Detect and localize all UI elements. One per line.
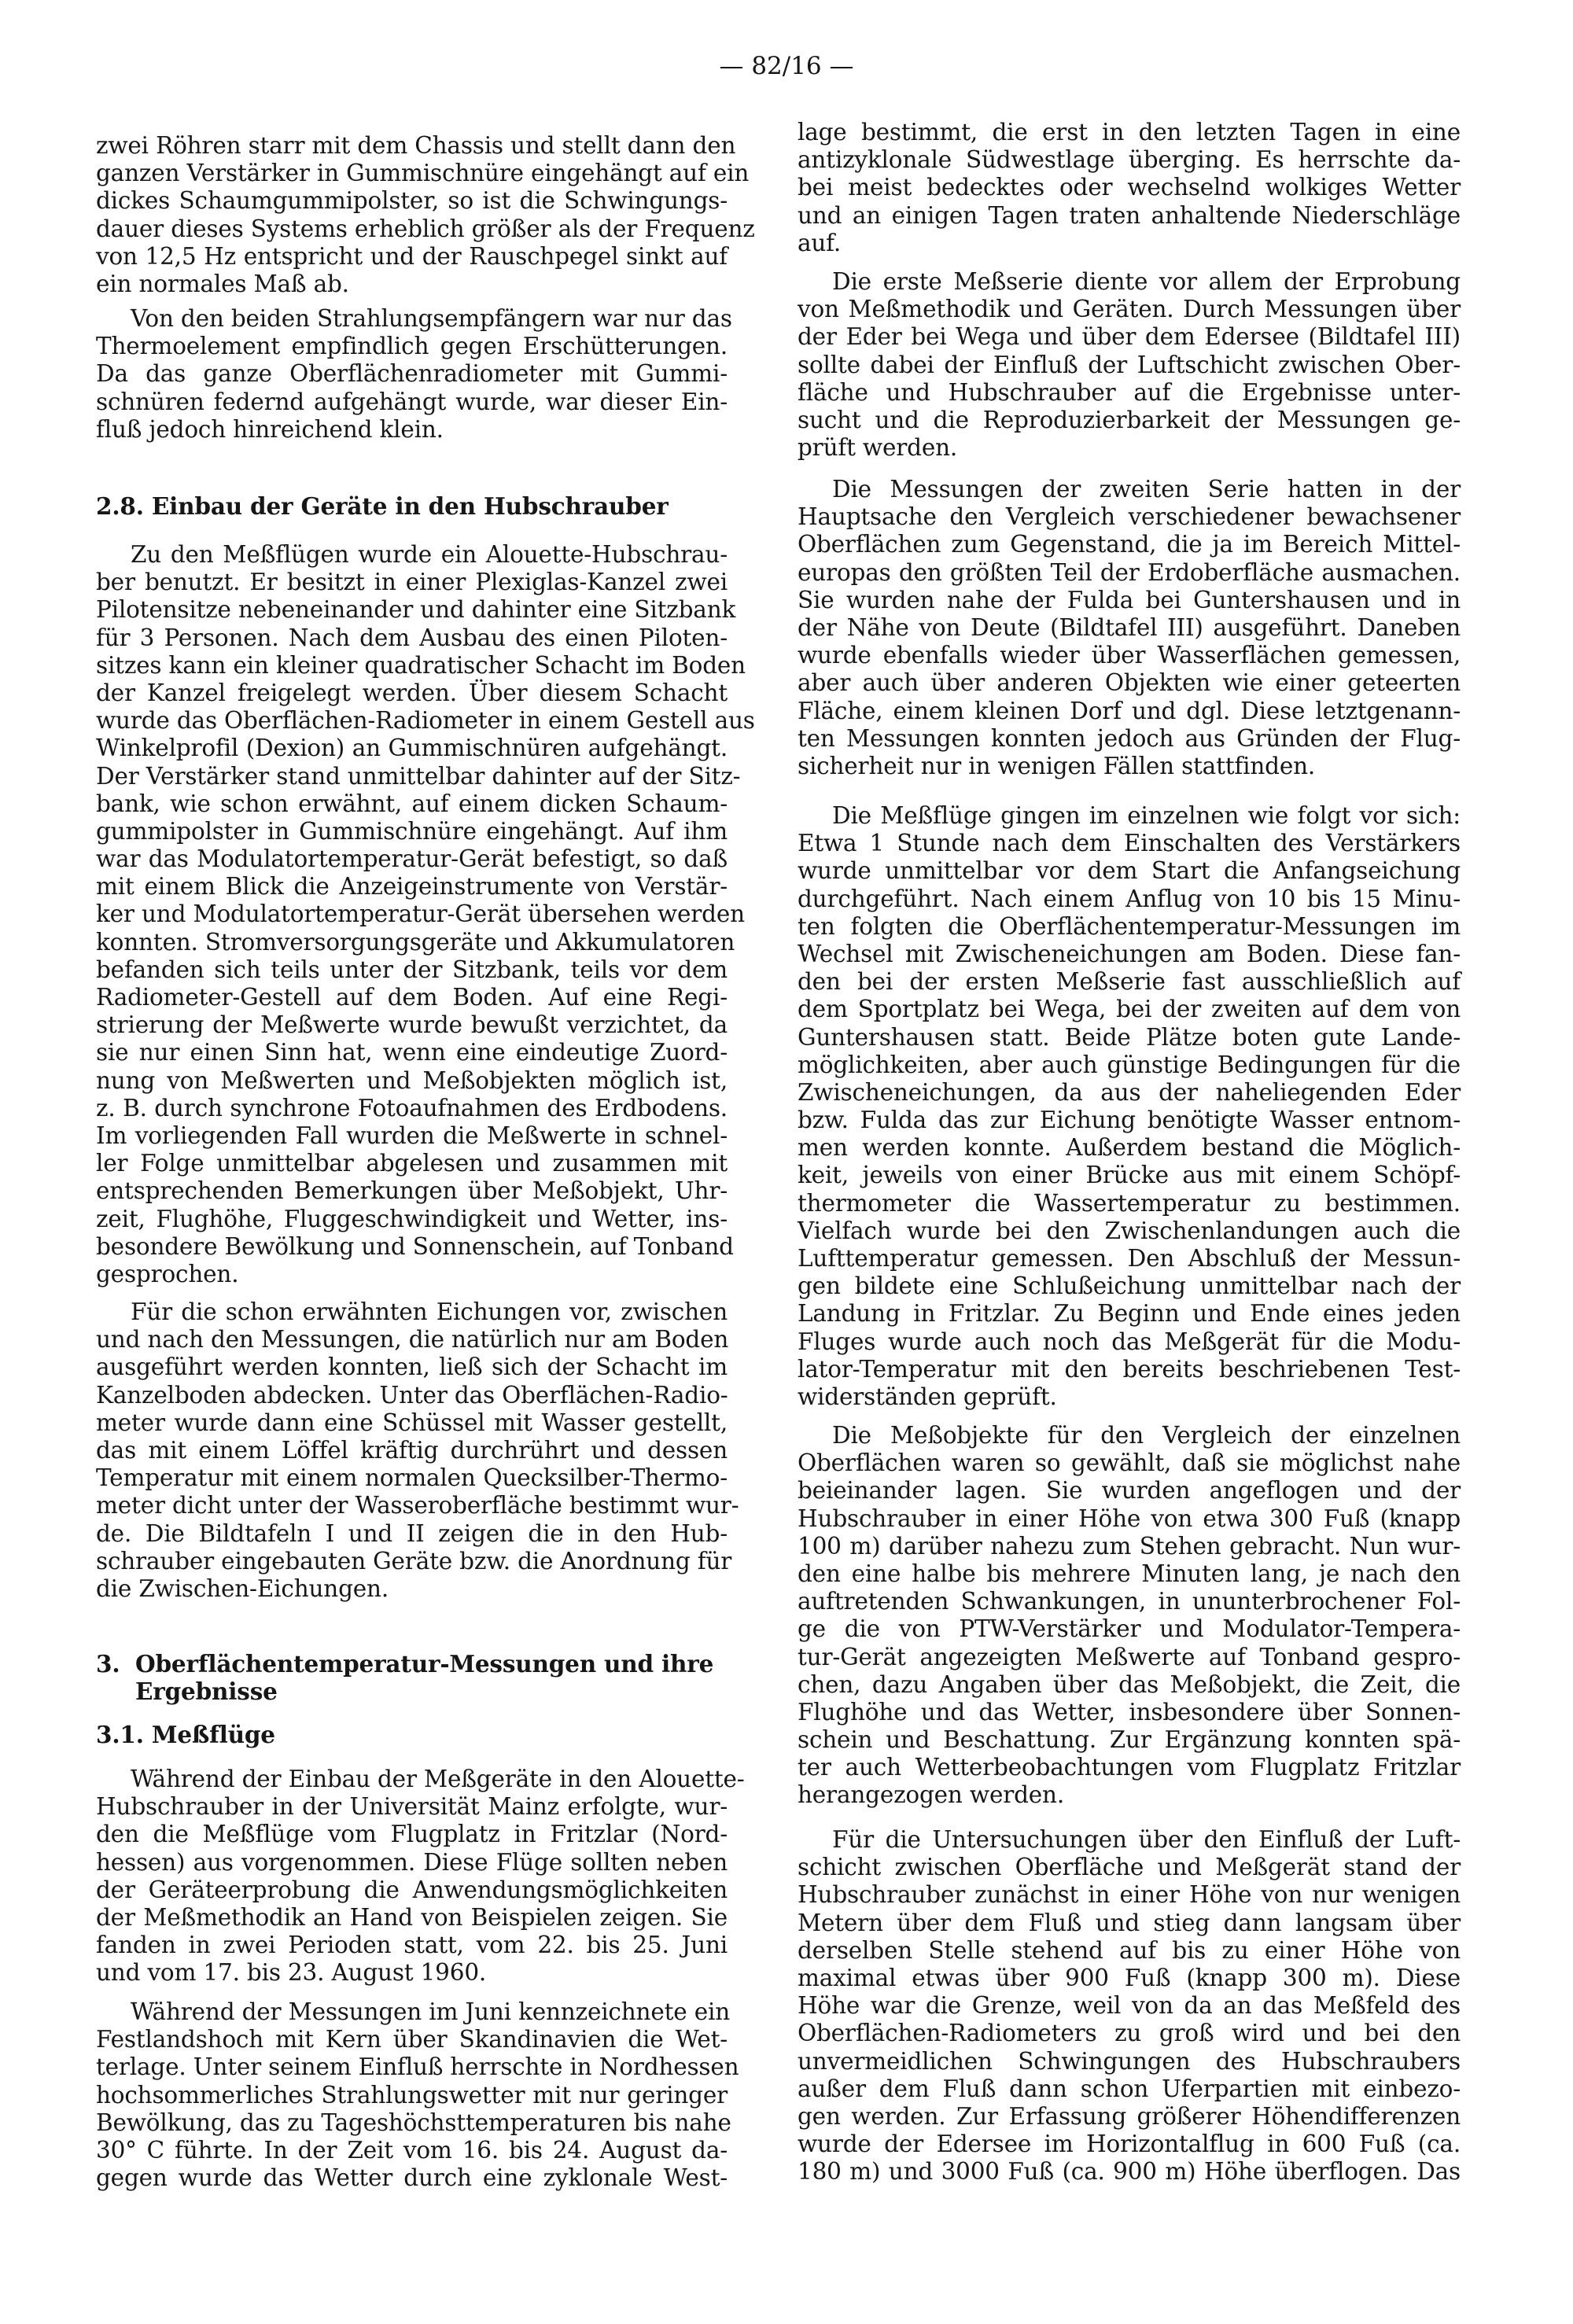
text-line: Lufttemperatur gemessen. Den Abschluß der Messun-	[798, 1245, 1461, 1272]
text-line: ler Folge unmittelbar abgelesen und zusammen mit	[96, 1150, 728, 1177]
text-line: Metern über dem Fluß und stieg dann langsam über	[798, 1909, 1461, 1936]
text-line: von Meßmethodik und Geräten. Durch Messungen über	[798, 296, 1461, 323]
text-line: gegen wurde das Wetter durch eine zyklonale West-	[96, 2164, 728, 2192]
text-line: außer dem Fluß dann schon Uferpartien mit einbezo-	[798, 2075, 1461, 2102]
text-line: Da das ganze Oberflächenradiometer mit Gummi-	[96, 360, 728, 388]
text-line: prüft werden.	[798, 434, 958, 462]
text-line: Im vorliegenden Fall wurden die Meßwerte in schnel-	[96, 1121, 728, 1149]
text-line: gummipolster in Gummischnüre eingehängt. Auf ihm	[96, 817, 728, 845]
text-line: dem Sportplatz bei Wega, bei der zweiten auf dem von	[798, 996, 1461, 1023]
text-line: Ergebnisse	[135, 1678, 278, 1706]
text-line: durchgeführt. Nach einem Anflug von 10 bis 15 Minu-	[798, 885, 1461, 912]
text-line: Die Meßflüge gingen im einzelnen wie folgt vor sich:	[832, 802, 1461, 829]
text-line: und an einigen Tagen traten anhaltende Niederschläge	[798, 201, 1461, 229]
paragraph	[798, 1422, 1461, 1810]
text-line: von 12,5 Hz entspricht und der Rauschpegel sinkt auf	[96, 242, 728, 270]
text-line: Zu den Meßflügen wurde ein Alouette-Hubschrau-	[131, 541, 728, 568]
text-line: de. Die Bildtafeln I und II zeigen die in den Hub-	[96, 1519, 728, 1547]
text-line: dickes Schaumgummipolster, so ist die Schwingungs-	[96, 187, 728, 215]
text-line: Oberflächen zum Gegenstand, die ja im Bereich Mittel-	[798, 531, 1461, 558]
paragraph	[96, 132, 755, 298]
text-line: wurde das Oberflächen-Radiometer in einem Gestell aus	[96, 707, 755, 735]
text-line: ter auch Wetterbeobachtungen vom Flugplatz Fritzlar	[798, 1754, 1461, 1781]
text-line: Während der Einbau der Meßgeräte in den Alouette-	[131, 1766, 745, 1792]
paragraph	[798, 268, 1461, 462]
text-line: den die Meßflüge vom Flugplatz in Fritzlar (Nord-	[96, 1821, 728, 1848]
text-line: Fläche, einem kleinen Dorf und dgl. Diese letztgenann-	[798, 697, 1461, 724]
section-heading	[96, 1721, 728, 1748]
text-line: Pilotensitze nebeneinander und dahinter eine Sitzbank	[96, 596, 736, 624]
text-line: men werden konnte. Außerdem bestand die Möglich-	[798, 1134, 1461, 1162]
text-line: den bei der ersten Meßserie fast ausschließlich auf	[798, 968, 1461, 996]
text-line: sollte dabei der Einfluß der Luftschicht zwischen Ober-	[798, 351, 1461, 378]
text-line: befanden sich teils unter der Sitzbank, teils vor dem	[96, 956, 728, 983]
text-line: schicht zwischen Oberfläche und Meßgerät stand der	[798, 1854, 1461, 1881]
text-line: Hauptsache den Vergleich verschiedener bewachsener	[798, 503, 1461, 531]
text-line: wurde der Edersee im Horizontalflug in 600 Fuß (ca.	[798, 2131, 1461, 2158]
text-line: Für die Untersuchungen über den Einfluß der Luft-	[832, 1826, 1461, 1853]
text-line: widerständen geprüft.	[798, 1383, 1057, 1410]
text-line: lage bestimmt, die erst in den letzten Tagen in eine	[798, 119, 1461, 145]
text-line: 2.8. Einbau der Geräte in den Hubschrauber	[96, 492, 669, 520]
text-line: Winkelprofil (Dexion) an Gummischnüren aufgehängt.	[96, 735, 728, 762]
text-line: der Eder bei Wega und über dem Edersee (Bildtafel III)	[798, 323, 1461, 351]
text-line: war das Modulatortemperatur-Gerät befestigt, so daß	[96, 845, 728, 873]
text-line: lator-Temperatur mit den bereits beschriebenen Test-	[798, 1355, 1461, 1383]
text-line: Bewölkung, das zu Tageshöchsttemperaturen bis nahe	[96, 2109, 731, 2136]
text-line: meter wurde dann eine Schüssel mit Wasser gestellt,	[96, 1409, 728, 1436]
paragraph	[798, 1826, 1461, 2186]
text-line: ber benutzt. Er besitzt in einer Plexiglas-Kanzel zwei	[96, 569, 728, 596]
text-line: ge die von PTW-Verstärker und Modulator-Tempera-	[798, 1615, 1461, 1643]
text-line: Thermoelement empfindlich gegen Erschütterungen.	[96, 333, 728, 360]
text-line: der Nähe von Deute (Bildtafel III) ausgeführt. Daneben	[798, 613, 1461, 641]
text-line: konnten. Stromversorgungsgeräte und Akkumulatoren	[96, 928, 735, 956]
text-line: zwei Röhren starr mit dem Chassis und stellt dann den	[96, 132, 736, 159]
text-line: Hubschrauber in der Universität Mainz erfolgte, wur-	[96, 1793, 728, 1821]
text-line: auf.	[798, 229, 842, 256]
text-line: der Kanzel freigelegt werden. Über diesem Schacht	[96, 679, 728, 706]
text-line: Während der Messungen im Juni kennzeichnete ein	[131, 1998, 730, 2025]
text-line: herangezogen werden.	[798, 1781, 1065, 1809]
text-line: sitzes kann ein kleiner quadratischer Schacht im Boden	[96, 651, 746, 679]
text-line: aber auch über anderen Objekten wie einer geteerten	[798, 669, 1461, 697]
text-line: Wechsel mit Zwischeneichungen am Boden. Diese fan-	[798, 940, 1461, 967]
text-line: sicherheit nur in wenigen Fällen stattfinden.	[798, 752, 1316, 779]
text-line: schein und Beschattung. Zur Ergänzung konnten spä-	[798, 1726, 1461, 1754]
section-number: 3.	[96, 1650, 120, 1678]
text-line: zeit, Flughöhe, Fluggeschwindigkeit und Wetter, ins-	[96, 1205, 728, 1232]
text-line: Fluges wurde auch noch das Meßgerät für die Modu-	[798, 1328, 1461, 1355]
text-line: ein normales Maß ab.	[96, 270, 349, 297]
text-line: bank, wie schon erwähnt, auf einem dicken Schaum-	[96, 790, 728, 817]
text-line: Der Verstärker stand unmittelbar dahinter auf der Sitz-	[96, 762, 741, 790]
text-line: ker und Modulatortemperatur-Gerät übersehen werden	[96, 901, 745, 928]
text-line: maximal etwas über 900 Fuß (knapp 300 m). Diese	[798, 1964, 1461, 1991]
text-line: antizyklonale Südwestlage überging. Es herrschte da-	[798, 146, 1461, 174]
text-line: hochsommerliches Strahlungswetter mit nur geringer	[96, 2081, 728, 2109]
text-line: dauer dieses Systems erheblich größer als der Frequenz	[96, 215, 755, 242]
text-line: der Meßmethodik an Hand von Beispielen zeigen. Sie	[96, 1903, 728, 1931]
section-heading	[96, 1650, 728, 1705]
text-line: Höhe war die Grenze, weil von da an das Meßfeld des	[798, 1992, 1461, 2020]
paragraph	[798, 476, 1461, 780]
text-line: das mit einem Löffel kräftig durchrührt und dessen	[96, 1436, 728, 1464]
page-number: — 82/16 —	[719, 52, 854, 80]
section-heading	[96, 492, 728, 520]
text-line: bzw. Fulda das zur Eichung benötigte Wasser entnom-	[798, 1107, 1461, 1134]
text-line: Die erste Meßserie diente vor allem der Erprobung	[832, 268, 1461, 295]
text-line: ausgeführt werden konnten, ließ sich der Schacht im	[96, 1354, 728, 1381]
text-line: fluß jedoch hinreichend klein.	[96, 415, 444, 443]
section-title: Oberflächentemperatur-Messungen und ihre	[135, 1650, 714, 1678]
text-line: mit einem Blick die Anzeigeinstrumente von Verstär-	[96, 873, 728, 901]
text-line: 3.1. Meßflüge	[96, 1721, 275, 1748]
paragraph	[96, 1298, 739, 1603]
paragraph	[96, 1998, 739, 2192]
text-line: Radiometer-Gestell auf dem Boden. Auf eine Regi-	[96, 984, 728, 1011]
text-line: 100 m) darüber nahezu zum Stehen gebracht. Nun wur-	[798, 1532, 1461, 1560]
text-line: Von den beiden Strahlungsempfängern war nur das	[131, 305, 732, 332]
text-line: Kanzelboden abdecken. Unter das Oberflächen-Radio-	[96, 1381, 728, 1409]
text-line: Guntershausen statt. Beide Plätze boten gute Lande-	[798, 1023, 1461, 1051]
text-line: Hubschrauber in einer Höhe von etwa 300 Fuß (knapp	[798, 1505, 1461, 1532]
text-line: chen, dazu Angaben über das Meßobjekt, die Zeit, die	[798, 1670, 1461, 1698]
text-line: derselben Stelle stehend auf bis zu einer Höhe von	[798, 1936, 1461, 1964]
text-line: tur-Gerät angezeigten Meßwerte auf Tonband gespro-	[798, 1643, 1461, 1670]
text-line: der Geräteerprobung die Anwendungsmöglichkeiten	[96, 1876, 728, 1903]
text-line: bei meist bedecktes oder wechselnd wolkiges Wetter	[798, 174, 1461, 201]
text-line: Landung in Fritzlar. Zu Beginn und Ende eines jeden	[798, 1300, 1461, 1328]
text-line: gen bildete eine Schlußeichung unmittelbar nach der	[798, 1272, 1461, 1300]
text-line: meter dicht unter der Wasseroberfläche bestimmt wur-	[96, 1492, 739, 1519]
text-line: wurde ebenfalls wieder über Wasserflächen gemessen,	[798, 642, 1461, 669]
text-line: den eine halbe bis mehrere Minuten lang, je nach den	[798, 1560, 1461, 1587]
text-line: Die Meßobjekte für den Vergleich der einzelnen	[832, 1422, 1461, 1449]
paragraph	[96, 541, 755, 1288]
text-line: europas den größten Teil der Erdoberfläche ausmachen.	[798, 558, 1461, 586]
text-line: hessen) aus vorgenommen. Diese Flüge sollten neben	[96, 1848, 728, 1876]
text-line: und nach den Messungen, die natürlich nur am Boden	[96, 1326, 729, 1354]
text-line: Für die schon erwähnten Eichungen vor, zwischen	[131, 1298, 728, 1325]
text-line: beieinander lagen. Sie wurden angeflogen und der	[798, 1477, 1461, 1505]
text-line: Die Messungen der zweiten Serie hatten in der	[832, 476, 1461, 503]
text-line: strierung der Meßwerte wurde bewußt verzichtet, da	[96, 1011, 728, 1039]
text-line: ganzen Verstärker in Gummischnüre eingehängt auf ein	[96, 160, 750, 187]
text-line: ten Messungen konnten jedoch aus Gründen der Flug-	[798, 724, 1461, 752]
text-line: für 3 Personen. Nach dem Ausbau des einen Piloten-	[96, 624, 728, 651]
text-line: gesprochen.	[96, 1260, 239, 1287]
text-line	[96, 1650, 728, 1678]
text-line: sucht und die Reproduzierbarkeit der Messungen ge-	[798, 406, 1461, 433]
text-line: keit, jeweils von einer Brücke aus mit einem Schöpf-	[798, 1162, 1461, 1189]
text-line: unvermeidlichen Schwingungen des Hubschraubers	[798, 2047, 1461, 2075]
text-line: Festlandshoch mit Kern über Skandinavien die Wet-	[96, 2026, 728, 2053]
text-line: Sie wurden nahe der Fulda bei Guntershausen und in	[798, 586, 1461, 613]
text-line: thermometer die Wassertemperatur zu bestimmen.	[798, 1189, 1461, 1217]
paragraph	[798, 802, 1461, 1411]
text-line: schrauber eingebauten Geräte bzw. die Anordnung für	[96, 1547, 732, 1575]
text-line: ten folgten die Oberflächentemperatur-Messungen im	[798, 912, 1461, 940]
text-line: fanden in zwei Perioden statt, vom 22. bis 25. Juni	[96, 1932, 728, 1959]
text-line: und vom 17. bis 23. August 1960.	[96, 1959, 487, 1987]
text-line: Zwischeneichungen, da aus der naheliegenden Eder	[798, 1078, 1461, 1106]
text-line: sie nur einen Sinn hat, wenn eine eindeutige Zuord-	[96, 1039, 728, 1066]
text-line: Oberflächen-Radiometers zu groß wird und bei den	[798, 2020, 1461, 2047]
text-line: Hubschrauber zunächst in einer Höhe von nur wenigen	[798, 1881, 1461, 1909]
text-line: auftretenden Schwankungen, in ununterbrochener Fol-	[798, 1588, 1461, 1615]
text-line: z. B. durch synchrone Fotoaufnahmen des Erdbodens.	[96, 1094, 728, 1121]
text-line: Flughöhe und das Wetter, insbesondere über Sonnen-	[798, 1698, 1461, 1726]
text-line: Oberflächen waren so gewählt, daß sie möglichst nahe	[798, 1449, 1461, 1477]
text-line: besondere Bewölkung und Sonnenschein, auf Tonband	[96, 1232, 734, 1260]
text-line: Etwa 1 Stunde nach dem Einschalten des Verstärkers	[798, 830, 1461, 857]
text-line: 180 m) und 3000 Fuß (ca. 900 m) Höhe überflogen. Das	[798, 2158, 1461, 2186]
text-line: entsprechenden Bemerkungen über Meßobjekt, Uhr-	[96, 1177, 728, 1205]
text-line: wurde unmittelbar vor dem Start die Anfangseichung	[798, 857, 1461, 885]
text-line: nung von Meßwerten und Meßobjekten möglich ist,	[96, 1066, 728, 1094]
paragraph	[798, 119, 1461, 257]
text-line: möglichkeiten, aber auch günstige Bedingungen für die	[798, 1051, 1461, 1078]
text-line: die Zwischen-Eichungen.	[96, 1575, 389, 1602]
paragraph	[96, 305, 732, 444]
text-line: fläche und Hubschrauber auf die Ergebnisse unter-	[798, 378, 1461, 406]
text-line: terlage. Unter seinem Einfluß herrschte in Nordhessen	[96, 2053, 739, 2081]
text-line: schnüren federnd aufgehängt wurde, war dieser Ein-	[96, 388, 728, 415]
text-line: Temperatur mit einem normalen Quecksilber-Thermo-	[96, 1464, 728, 1492]
text-line: Vielfach wurde bei den Zwischenlandungen auch die	[798, 1217, 1461, 1244]
text-line: 30° C führte. In der Zeit vom 16. bis 24. August da-	[96, 2136, 728, 2164]
paragraph	[96, 1766, 745, 1987]
text-line: gen werden. Zur Erfassung größerer Höhendifferenzen	[798, 2102, 1461, 2130]
